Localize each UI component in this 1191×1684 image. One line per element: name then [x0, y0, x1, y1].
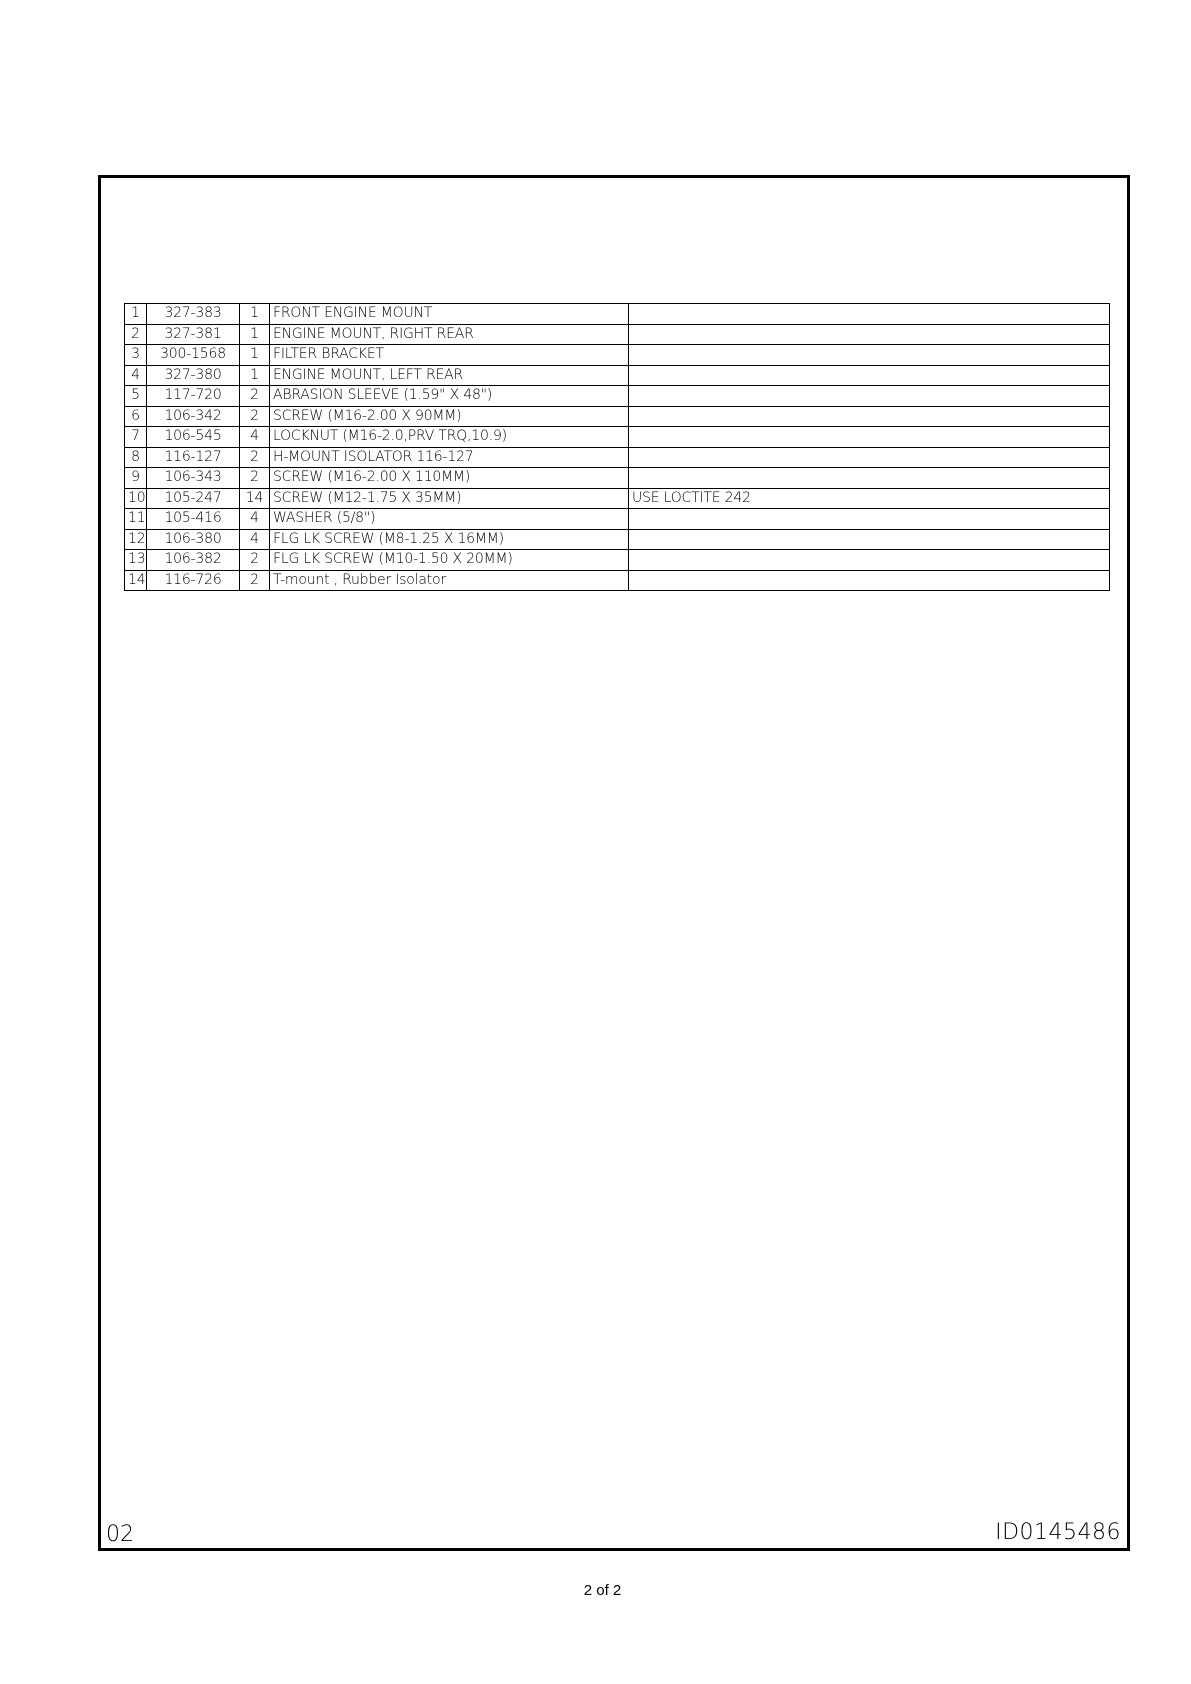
- part-number-cell: 106-380: [147, 529, 240, 550]
- part-number-cell: 106-343: [147, 468, 240, 489]
- part-number-cell: 106-342: [147, 406, 240, 427]
- description-cell: H-MOUNT ISOLATOR 116-127: [270, 447, 629, 468]
- note-cell: [629, 406, 1110, 427]
- item-number-cell: 11: [125, 509, 147, 530]
- description-cell: ABRASION SLEEVE (1.59" X 48"): [270, 386, 629, 407]
- part-number-cell: 106-545: [147, 427, 240, 448]
- part-number-cell: 327-381: [147, 324, 240, 345]
- table-row: [125, 509, 1110, 530]
- quantity-cell: 4: [240, 509, 270, 530]
- table-row: [125, 488, 1110, 509]
- description-cell: WASHER (5/8"): [270, 509, 629, 530]
- note-cell: USE LOCTITE 242: [629, 488, 1110, 509]
- parts-list-table: [124, 303, 1110, 591]
- part-number-cell: 116-127: [147, 447, 240, 468]
- table-row: [125, 345, 1110, 366]
- part-number-cell: 117-720: [147, 386, 240, 407]
- quantity-cell: 2: [240, 468, 270, 489]
- parts-list-body: [125, 304, 1110, 591]
- description-cell: SCREW (M16-2.00 X 110MM): [270, 468, 629, 489]
- quantity-cell: 1: [240, 365, 270, 386]
- part-number-cell: 327-380: [147, 365, 240, 386]
- part-number-cell: 105-416: [147, 509, 240, 530]
- item-number-cell: 12: [125, 529, 147, 550]
- part-number-cell: 327-383: [147, 304, 240, 325]
- note-cell: [629, 509, 1110, 530]
- table-row: [125, 365, 1110, 386]
- document-id: ID0145486: [995, 1520, 1121, 1545]
- note-cell: [629, 550, 1110, 571]
- table-row: [125, 386, 1110, 407]
- table-row: [125, 406, 1110, 427]
- note-cell: [629, 570, 1110, 591]
- quantity-cell: 1: [240, 304, 270, 325]
- item-number-cell: 6: [125, 406, 147, 427]
- part-number-cell: 300-1568: [147, 345, 240, 366]
- item-number-cell: 3: [125, 345, 147, 366]
- note-cell: [629, 386, 1110, 407]
- quantity-cell: 2: [240, 447, 270, 468]
- table-row: [125, 427, 1110, 448]
- quantity-cell: 2: [240, 550, 270, 571]
- description-cell: T-mount , Rubber Isolator: [270, 570, 629, 591]
- note-cell: [629, 427, 1110, 448]
- description-cell: FILTER BRACKET: [270, 345, 629, 366]
- note-cell: [629, 447, 1110, 468]
- table-row: [125, 550, 1110, 571]
- table-row: [125, 529, 1110, 550]
- part-number-cell: 116-726: [147, 570, 240, 591]
- item-number-cell: 1: [125, 304, 147, 325]
- note-cell: [629, 345, 1110, 366]
- table-row: [125, 570, 1110, 591]
- page-number: 2 of 2: [583, 1582, 622, 1599]
- note-cell: [629, 324, 1110, 345]
- table-row: [125, 324, 1110, 345]
- description-cell: LOCKNUT (M16-2.0,PRV TRQ,10.9): [270, 427, 629, 448]
- part-number-cell: 105-247: [147, 488, 240, 509]
- quantity-cell: 4: [240, 427, 270, 448]
- item-number-cell: 9: [125, 468, 147, 489]
- description-cell: FRONT ENGINE MOUNT: [270, 304, 629, 325]
- quantity-cell: 2: [240, 406, 270, 427]
- part-number-cell: 106-382: [147, 550, 240, 571]
- quantity-cell: 1: [240, 324, 270, 345]
- quantity-cell: 2: [240, 386, 270, 407]
- item-number-cell: 14: [125, 570, 147, 591]
- quantity-cell: 1: [240, 345, 270, 366]
- note-cell: [629, 365, 1110, 386]
- description-cell: SCREW (M12-1.75 X 35MM): [270, 488, 629, 509]
- description-cell: FLG LK SCREW (M8-1.25 X 16MM): [270, 529, 629, 550]
- table-row: [125, 447, 1110, 468]
- note-cell: [629, 468, 1110, 489]
- item-number-cell: 4: [125, 365, 147, 386]
- item-number-cell: 5: [125, 386, 147, 407]
- description-cell: SCREW (M16-2.00 X 90MM): [270, 406, 629, 427]
- quantity-cell: 2: [240, 570, 270, 591]
- item-number-cell: 13: [125, 550, 147, 571]
- table-row: [125, 304, 1110, 325]
- table-row: [125, 468, 1110, 489]
- quantity-cell: 4: [240, 529, 270, 550]
- note-cell: [629, 529, 1110, 550]
- item-number-cell: 10: [125, 488, 147, 509]
- quantity-cell: 14: [240, 488, 270, 509]
- description-cell: ENGINE MOUNT, RIGHT REAR: [270, 324, 629, 345]
- item-number-cell: 2: [125, 324, 147, 345]
- item-number-cell: 7: [125, 427, 147, 448]
- description-cell: ENGINE MOUNT, LEFT REAR: [270, 365, 629, 386]
- revision-label: 02: [106, 1522, 134, 1547]
- note-cell: [629, 304, 1110, 325]
- item-number-cell: 8: [125, 447, 147, 468]
- description-cell: FLG LK SCREW (M10-1.50 X 20MM): [270, 550, 629, 571]
